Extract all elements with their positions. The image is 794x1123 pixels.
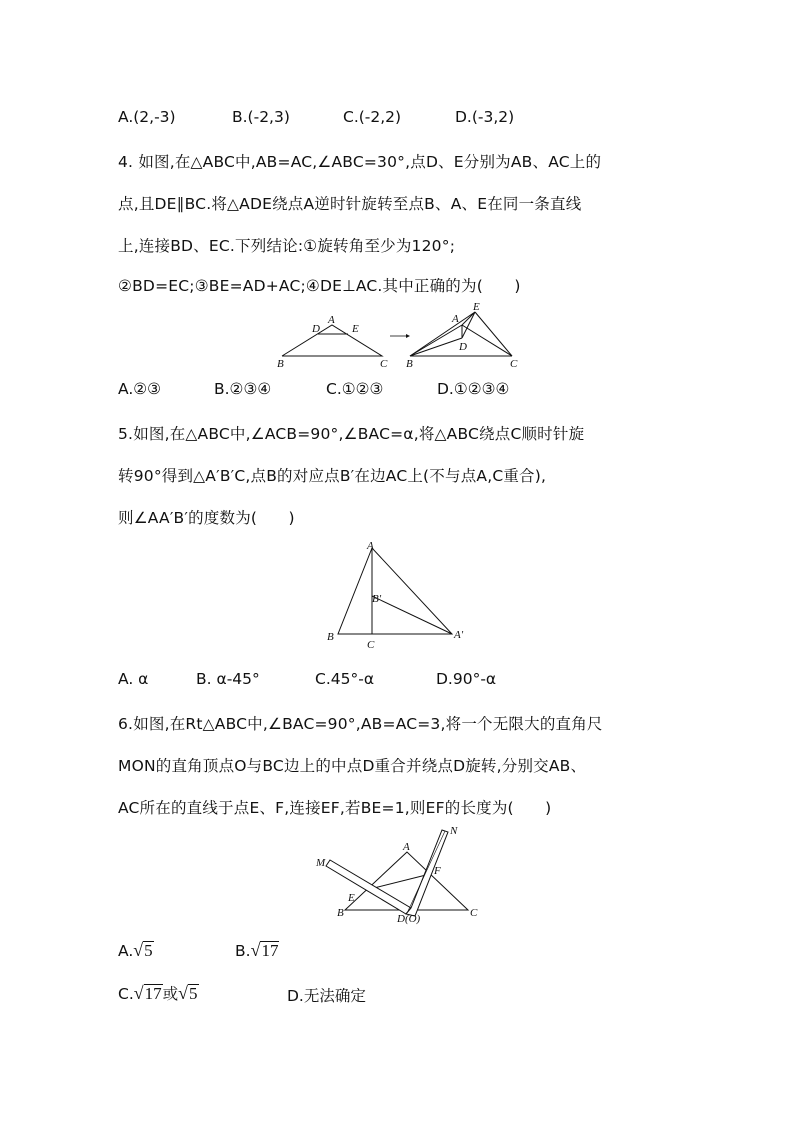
q5-label-a: A [367,540,374,552]
q5-option-a: A. α [118,670,149,688]
q6-option-c-radicand-2: 5 [189,984,198,1003]
q5-option-c: C.45°-α [315,670,375,688]
q4-option-a: A.②③ [118,380,162,398]
q6-label-n: N [450,825,458,837]
q5-label-bp: B′ [372,593,382,605]
q6-option-b-radicand: 17 [261,941,279,960]
q6-figure [310,822,500,928]
q4-line-3: 上,连接BD、EC.下列结论:①旋转角至少为120°; [118,237,456,255]
q6-option-b-prefix: B. [235,942,251,960]
q6-label-f: F [434,865,441,877]
q6-label-a: A [403,841,410,853]
q4-option-b: B.②③④ [214,380,272,398]
q3-option-a: A.(2,-3) [118,108,176,126]
q6-option-a-prefix: A. [118,942,134,960]
q4-line-2: 点,且DE∥BC.将△ADE绕点A逆时针旋转至点B、A、E在同一条直线 [118,195,582,213]
q4-option-d: D.①②③④ [437,380,510,398]
q4-figure [270,300,540,372]
q6-option-c-radicand-1: 17 [144,984,162,1003]
q4-right-label-d: D [459,341,467,353]
q5-label-c: C [367,639,375,650]
q5-option-b: B. α-45° [196,670,260,688]
q4-line-1: 4. 如图,在△ABC中,AB=AC,∠ABC=30°,点D、E分别为AB、AC上的 [118,153,602,171]
q6-option-c [118,982,199,1004]
q4-option-c: C.①②③ [326,380,384,398]
q4-label-b: B [277,358,284,370]
q6-label-d: D(O) [397,913,421,925]
sqrt-icon: √ [178,983,189,1003]
q5-option-d: D.90°-α [436,670,497,688]
q6-option-c-or: 或 [162,985,179,1003]
q3-option-b: B.(-2,3) [232,108,290,126]
q4-label-e: E [352,323,359,335]
q6-option-c-prefix: C. [118,985,134,1003]
sqrt-icon: √ [133,983,144,1003]
q6-option-d: D.无法确定 [287,987,366,1005]
q6-option-a-radicand: 5 [144,941,153,960]
q4-line-4: ②BD=EC;③BE=AD+AC;④DE⊥AC.其中正确的为( ) [118,277,521,295]
q5-line-1: 5.如图,在△ABC中,∠ACB=90°,∠BAC=α,将△ABC绕点C顺时针旋 [118,425,585,443]
q3-option-d: D.(-3,2) [455,108,515,126]
q6-line-3: AC所在的直线于点E、F,连接EF,若BE=1,则EF的长度为( ) [118,799,552,817]
q4-right-label-c: C [510,358,518,370]
q5-line-2: 转90°得到△A′B′C,点B的对应点B′在边AC上(不与点A,C重合), [118,467,547,485]
q4-label-a: A [328,314,335,326]
q4-label-c: C [380,358,388,370]
q6-line-1: 6.如图,在Rt△ABC中,∠BAC=90°,AB=AC=3,将一个无限大的直角尺 [118,715,603,733]
q4-right-label-e: E [473,301,480,313]
q6-option-b [235,940,279,961]
q6-label-e: E [348,892,355,904]
q6-label-b: B [337,907,344,919]
q5-label-ap: A′ [454,629,464,641]
sqrt-icon: √ [133,940,144,960]
q6-label-c: C [470,907,478,919]
sqrt-icon: √ [250,940,261,960]
q5-label-b: B [327,631,334,643]
q5-line-3: 则∠AA′B′的度数为( ) [118,509,295,527]
q4-label-d: D [312,323,320,335]
q4-right-label-a: A [452,313,459,325]
q6-option-a [118,940,154,961]
q4-right-label-b: B [406,358,413,370]
q3-option-c: C.(-2,2) [343,108,402,126]
q5-figure [320,538,480,650]
q6-line-2: MON的直角顶点O与BC边上的中点D重合并绕点D旋转,分别交AB、 [118,757,587,775]
q6-label-m: M [316,857,326,869]
